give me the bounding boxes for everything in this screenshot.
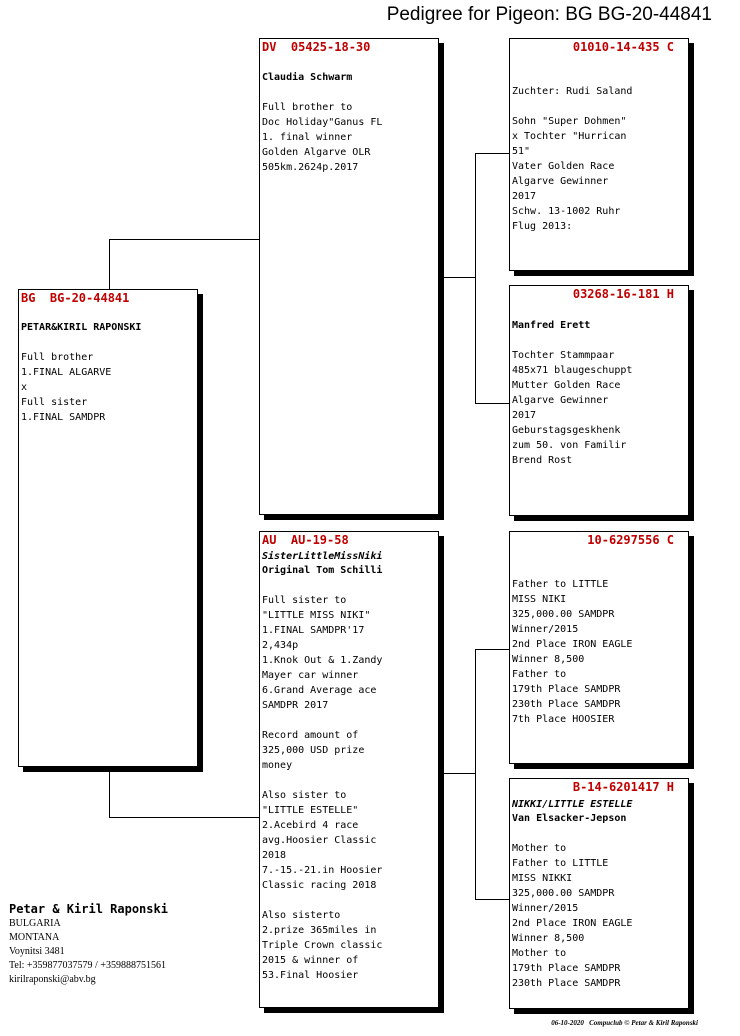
sire-sire-box [509, 38, 689, 271]
breeder-email: kirilraponski@abv.bg [9, 974, 96, 985]
connector-line [109, 239, 110, 290]
dam-sire-box [509, 531, 689, 764]
sire-ring-number: DV 05425-18-30 [262, 40, 371, 54]
breeder-country: BULGARIA [9, 918, 61, 929]
connector-line [439, 773, 475, 774]
dam-dam-box [509, 778, 689, 1009]
dam-dam-ring-number: B-14-6201417 H [572, 780, 674, 794]
subject-ring-number: BG BG-20-44841 [21, 291, 130, 305]
connector-line [475, 649, 510, 650]
page-title: Pedigree for Pigeon: BG BG-20-44841 [386, 4, 712, 25]
sire-dam-notes: Tochter Stammpaar 485x71 blaugeschuppt Mutter Golden Race Algarve Gewinner 2017 Geburstagsgeskhenk zum 50. von Familir Brend Rost [512, 350, 633, 466]
sire-sire-notes: Zuchter: Rudi Saland Sohn "Super Dohmen" x Tochter "Hurrican 51" Vater Golden Race Algarve Gewinner 2017 Schw. 13-1002 Ruhr Flug 2013: [512, 86, 633, 232]
connector-line [439, 277, 475, 278]
footer-credit: 06-10-2020 Compuclub © Petar & Kiril Raponski [551, 1019, 698, 1027]
breeder-info [9, 901, 168, 987]
connector-line [475, 153, 510, 154]
dam-dam-notes: Mother to Father to LITTLE MISS NIKKI 325,000.00 SAMDPR Winner/2015 2nd Place IRON EAGLE Winner 8,500 Mother to 179th Place SAMDPR 230th Place SAMDPR [512, 843, 633, 989]
dam-notes: Full sister to "LITTLE MISS NIKI" 1.FINAL SAMDPR'17 2,434p 1.Knok Out & 1.Zandy Mayer car winner 6.Grand Average ace SAMDPR 2017 Record amount of 325,000 USD prize money Also sister to "LITTLE ESTELLE" 2.Acebird 4 race avg.Hoosier Classic 2018 7.-15.-21.in Hoosier Classic racing 2018 Also sisterto 2.prize 365miles in Triple Crown classic 2015 & winner of 53.Final Hoosier [262, 595, 383, 981]
sire-dam-ring-number: 03268-16-181 H [572, 287, 674, 301]
dam-breeder: Original Tom Schilli [262, 565, 383, 576]
sire-notes: Full brother to Doc Holiday"Ganus FL 1. final winner Golden Algarve OLR 505km.2624p.2017 [262, 102, 383, 173]
breeder-phone: Tel: +359877037579 / +359888751561 [9, 960, 166, 971]
dam-dam-name: NIKKI/LITTLE ESTELLE [512, 799, 633, 810]
dam-dam-breeder: Van Elsacker-Jepson [512, 813, 627, 824]
sire-box [259, 38, 439, 515]
dam-sire-ring-number: 10-6297556 C [587, 533, 674, 547]
subject-notes: Full brother 1.FINAL ALGARVE x Full sister 1.FINAL SAMDPR [21, 352, 112, 423]
connector-line [475, 899, 510, 900]
connector-line [109, 817, 260, 818]
breeder-region: MONTANA [9, 932, 60, 943]
connector-line [109, 239, 260, 240]
dam-sire-notes: Father to LITTLE MISS NIKI 325,000.00 SAMDPR Winner/2015 2nd Place IRON EAGLE Winner 8,500 Father to 179th Place SAMDPR 230th Place SAMDPR 7th Place HOOSIER [512, 579, 633, 725]
sire-dam-breeder: Manfred Erett [512, 320, 591, 331]
breeder-name: Petar & Kiril Raponski [9, 902, 168, 916]
connector-line [475, 153, 476, 403]
subject-owner: PETAR&KIRIL RAPONSKI [21, 322, 142, 333]
dam-box [259, 531, 439, 1008]
connector-line [475, 649, 476, 899]
sire-dam-box [509, 285, 689, 516]
dam-name: SisterLittleMissNiki [262, 551, 383, 562]
dam-ring-number: AU AU-19-58 [262, 533, 349, 547]
subject-box [18, 289, 198, 767]
connector-line [109, 770, 110, 818]
sire-breeder: Claudia Schwarm [262, 72, 353, 83]
connector-line [475, 403, 510, 404]
sire-sire-ring-number: 01010-14-435 C [572, 40, 674, 54]
breeder-address: Voynitsi 3481 [9, 946, 65, 957]
